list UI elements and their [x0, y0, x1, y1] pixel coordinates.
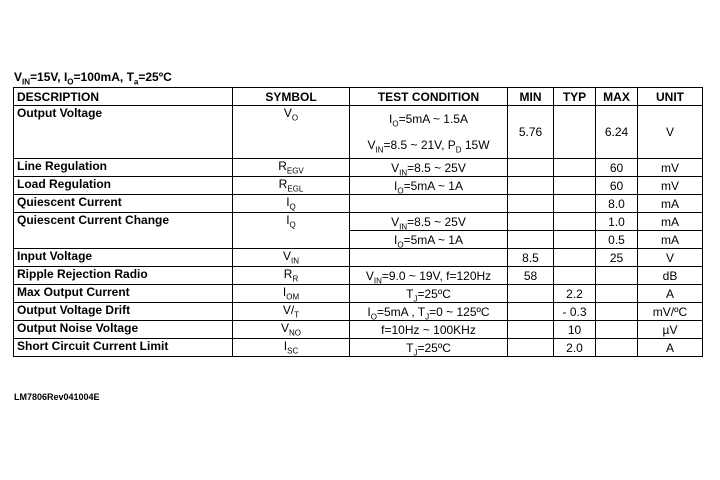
row-test-condition: f=10Hz ~ 100KHz [350, 321, 508, 339]
row-min [508, 303, 554, 321]
document-revision-code: LM7806Rev041004E [14, 392, 100, 402]
table-row [14, 321, 703, 339]
row-typ [554, 249, 596, 267]
row-symbol: $R_{EGL}$ [233, 177, 350, 195]
header-test-condition: TEST CONDITION [350, 88, 508, 106]
row-max: 0.5 [596, 231, 638, 249]
row-max: 60 [596, 159, 638, 177]
row-symbol: $R_R$ [233, 267, 350, 285]
row-description: Ripple Rejection Radio [14, 267, 233, 285]
row-symbol: $R_{EGV}$ [233, 159, 350, 177]
row-unit: V [638, 106, 703, 159]
row-typ [554, 231, 596, 249]
header-description: DESCRIPTION [14, 88, 233, 106]
row-test-condition: $V_{IN}=9.0$ ~ 19V, f=120Hz [350, 267, 508, 285]
row-unit: mA [638, 195, 703, 213]
row-unit: mV/ºC [638, 303, 703, 321]
row-typ: 2.0 [554, 339, 596, 357]
row-unit: mV [638, 177, 703, 195]
row-unit: mA [638, 213, 703, 231]
row-unit: A [638, 285, 703, 303]
row-min: 58 [508, 267, 554, 285]
row-min [508, 213, 554, 231]
row-typ [554, 177, 596, 195]
row-symbol: $I_{OM}$ [233, 285, 350, 303]
row-description: Quiescent Current [14, 195, 233, 213]
row-typ: 10 [554, 321, 596, 339]
test-conditions-header: $V_{IN}=15V$, $I_O=100mA$, $T_a=25ºC$ [14, 70, 172, 87]
row-min [508, 231, 554, 249]
row-max [596, 303, 638, 321]
row-typ [554, 195, 596, 213]
row-description: Input Voltage [14, 249, 233, 267]
table-row [14, 303, 703, 321]
table-row [14, 195, 703, 213]
row-max: 1.0 [596, 213, 638, 231]
row-min [508, 285, 554, 303]
row-test-condition: $T_J=25ºC$ [350, 285, 508, 303]
table-row [14, 159, 703, 177]
table-row [14, 267, 703, 285]
row-symbol: $V_{IN}$ [233, 249, 350, 267]
row-unit: mV [638, 159, 703, 177]
row-min [508, 339, 554, 357]
row-max [596, 321, 638, 339]
table-row [14, 177, 703, 195]
row-typ: - 0.3 [554, 303, 596, 321]
row-unit: dB [638, 267, 703, 285]
row-max [596, 339, 638, 357]
row-description: Output Noise Voltage [14, 321, 233, 339]
header-unit: UNIT [638, 88, 703, 106]
row-max [596, 267, 638, 285]
row-min [508, 321, 554, 339]
header-max: MAX [596, 88, 638, 106]
header-min: MIN [508, 88, 554, 106]
row-typ [554, 106, 596, 159]
row-symbol: $I_Q$ [233, 213, 350, 249]
row-description: Line Regulation [14, 159, 233, 177]
row-test-condition: $I_O=5mA$ ~ 1A [350, 231, 508, 249]
row-description: Load Regulation [14, 177, 233, 195]
row-description: Max Output Current [14, 285, 233, 303]
table-row [14, 106, 703, 159]
header-typ: TYP [554, 88, 596, 106]
row-test-condition: $V_{IN}=8.5$ ~ 25V [350, 213, 508, 231]
row-typ [554, 159, 596, 177]
row-description: Output Voltage [14, 106, 233, 159]
row-min [508, 177, 554, 195]
table-row [14, 213, 703, 231]
table-row [14, 285, 703, 303]
row-min: 5.76 [508, 106, 554, 159]
table-row [14, 249, 703, 267]
row-typ: 2.2 [554, 285, 596, 303]
row-test-condition: $V_{IN}=8.5$ ~ 25V [350, 159, 508, 177]
row-symbol: $V_{NO}$ [233, 321, 350, 339]
row-max: 60 [596, 177, 638, 195]
row-test-condition: $I_O=5mA$ , $T_J=0$ ~ 125ºC [350, 303, 508, 321]
row-max: 6.24 [596, 106, 638, 159]
table-header-row [14, 88, 703, 106]
row-test-condition: $I_O=5mA$ ~ 1.5A $V_{IN}=8.5$ ~ 21V, $P_D$ 15W [350, 106, 508, 159]
row-symbol: $V/_T$ [233, 303, 350, 321]
row-min [508, 195, 554, 213]
row-symbol: $I_Q$ [233, 195, 350, 213]
electrical-characteristics-table [13, 87, 703, 357]
row-test-condition [350, 249, 508, 267]
row-description: Quiescent Current Change [14, 213, 233, 249]
row-typ [554, 267, 596, 285]
row-unit: mA [638, 231, 703, 249]
row-min: 8.5 [508, 249, 554, 267]
row-test-condition: $T_J=25ºC$ [350, 339, 508, 357]
row-description: Output Voltage Drift [14, 303, 233, 321]
table-row [14, 339, 703, 357]
row-symbol: $I_{SC}$ [233, 339, 350, 357]
row-unit: µV [638, 321, 703, 339]
row-description: Short Circuit Current Limit [14, 339, 233, 357]
row-symbol: $V_O$ [233, 106, 350, 159]
row-test-condition [350, 195, 508, 213]
row-max: 25 [596, 249, 638, 267]
row-typ [554, 213, 596, 231]
row-unit: V [638, 249, 703, 267]
row-min [508, 159, 554, 177]
header-symbol: SYMBOL [233, 88, 350, 106]
row-unit: A [638, 339, 703, 357]
row-test-condition: $I_O=5mA$ ~ 1A [350, 177, 508, 195]
row-max [596, 285, 638, 303]
row-max: 8.0 [596, 195, 638, 213]
